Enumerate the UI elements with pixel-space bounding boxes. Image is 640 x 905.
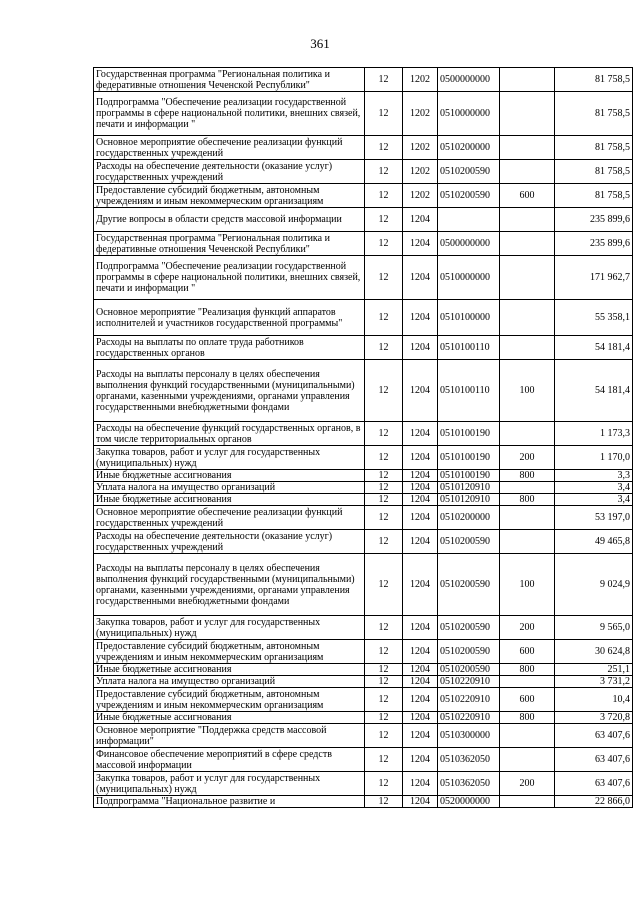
expense-type-cell xyxy=(500,530,555,554)
expense-name-cell: Предоставление субсидий бюджетным, автономным учреждениям и иным некоммерческим организациям xyxy=(94,184,365,208)
subsection-code-cell: 1204 xyxy=(403,446,438,470)
amount-cell: 81 758,5 xyxy=(555,92,633,136)
table-row xyxy=(94,470,633,482)
subsection-code-cell: 1202 xyxy=(403,68,438,92)
amount-cell: 81 758,5 xyxy=(555,160,633,184)
table-row xyxy=(94,92,633,136)
expense-type-cell: 100 xyxy=(500,360,555,422)
target-article-cell: 0510100110 xyxy=(438,360,500,422)
budget-table-body xyxy=(94,68,633,808)
expense-type-cell xyxy=(500,482,555,494)
expense-name-cell: Расходы на выплаты персоналу в целях обеспечения выполнения функций государственными (муниципальными) органами, казенными учреждениями, органами управления государственными внебюджетными фондами xyxy=(94,554,365,616)
expense-name-cell: Предоставление субсидий бюджетным, автономным учреждениям и иным некоммерческим организациям xyxy=(94,640,365,664)
section-code-cell: 12 xyxy=(365,256,403,300)
expense-type-cell xyxy=(500,136,555,160)
section-code-cell: 12 xyxy=(365,336,403,360)
subsection-code-cell: 1204 xyxy=(403,688,438,712)
expense-type-cell xyxy=(500,300,555,336)
section-code-cell: 12 xyxy=(365,688,403,712)
amount-cell: 55 358,1 xyxy=(555,300,633,336)
expense-type-cell xyxy=(500,336,555,360)
target-article-cell xyxy=(438,208,500,232)
section-code-cell: 12 xyxy=(365,616,403,640)
subsection-code-cell: 1204 xyxy=(403,724,438,748)
target-article-cell: 0510120910 xyxy=(438,482,500,494)
table-row xyxy=(94,796,633,808)
subsection-code-cell: 1202 xyxy=(403,92,438,136)
expense-name-cell: Государственная программа "Региональная политика и федеративные отношения Чеченской Республики" xyxy=(94,232,365,256)
target-article-cell: 0510200590 xyxy=(438,640,500,664)
table-row xyxy=(94,676,633,688)
expense-name-cell: Предоставление субсидий бюджетным, автономным учреждениям и иным некоммерческим организациям xyxy=(94,688,365,712)
table-row xyxy=(94,184,633,208)
section-code-cell: 12 xyxy=(365,664,403,676)
amount-cell: 63 407,6 xyxy=(555,724,633,748)
expense-type-cell xyxy=(500,748,555,772)
target-article-cell: 0510000000 xyxy=(438,256,500,300)
amount-cell: 3 731,2 xyxy=(555,676,633,688)
subsection-code-cell: 1204 xyxy=(403,748,438,772)
target-article-cell: 0510200590 xyxy=(438,530,500,554)
section-code-cell: 12 xyxy=(365,554,403,616)
expense-type-cell xyxy=(500,256,555,300)
expense-name-cell: Закупка товаров, работ и услуг для государственных (муниципальных) нужд xyxy=(94,446,365,470)
section-code-cell: 12 xyxy=(365,724,403,748)
expense-type-cell xyxy=(500,506,555,530)
target-article-cell: 0510200590 xyxy=(438,554,500,616)
amount-cell: 63 407,6 xyxy=(555,772,633,796)
section-code-cell: 12 xyxy=(365,92,403,136)
section-code-cell: 12 xyxy=(365,748,403,772)
subsection-code-cell: 1204 xyxy=(403,336,438,360)
table-row xyxy=(94,772,633,796)
expense-name-cell: Подпрограмма "Национальное развитие и xyxy=(94,796,365,808)
budget-table xyxy=(93,67,633,808)
expense-type-cell xyxy=(500,92,555,136)
expense-name-cell: Расходы на выплаты персоналу в целях обеспечения выполнения функций государственными (муниципальными) органами, казенными учреждениями, органами управления государственными внебюджетными фондами xyxy=(94,360,365,422)
target-article-cell: 0510362050 xyxy=(438,748,500,772)
expense-type-cell xyxy=(500,422,555,446)
section-code-cell: 12 xyxy=(365,300,403,336)
table-row xyxy=(94,530,633,554)
section-code-cell: 12 xyxy=(365,446,403,470)
expense-name-cell: Основное мероприятие обеспечение реализации функций государственных учреждений xyxy=(94,136,365,160)
expense-name-cell: Иные бюджетные ассигнования xyxy=(94,470,365,482)
expense-name-cell: Другие вопросы в области средств массовой информации xyxy=(94,208,365,232)
table-row xyxy=(94,336,633,360)
section-code-cell: 12 xyxy=(365,796,403,808)
amount-cell: 22 866,0 xyxy=(555,796,633,808)
table-row xyxy=(94,688,633,712)
table-row xyxy=(94,748,633,772)
table-row xyxy=(94,724,633,748)
expense-name-cell: Финансовое обеспечение мероприятий в сфере средств массовой информации xyxy=(94,748,365,772)
section-code-cell: 12 xyxy=(365,470,403,482)
subsection-code-cell: 1204 xyxy=(403,712,438,724)
expense-name-cell: Закупка товаров, работ и услуг для государственных (муниципальных) нужд xyxy=(94,616,365,640)
table-row xyxy=(94,68,633,92)
target-article-cell: 0510300000 xyxy=(438,724,500,748)
expense-type-cell xyxy=(500,676,555,688)
amount-cell: 235 899,6 xyxy=(555,232,633,256)
subsection-code-cell: 1204 xyxy=(403,616,438,640)
table-row xyxy=(94,446,633,470)
amount-cell: 3,4 xyxy=(555,482,633,494)
subsection-code-cell: 1204 xyxy=(403,530,438,554)
table-row xyxy=(94,232,633,256)
amount-cell: 251,1 xyxy=(555,664,633,676)
subsection-code-cell: 1204 xyxy=(403,300,438,336)
table-row xyxy=(94,482,633,494)
expense-type-cell: 100 xyxy=(500,554,555,616)
section-code-cell: 12 xyxy=(365,136,403,160)
table-row xyxy=(94,136,633,160)
amount-cell: 54 181,4 xyxy=(555,360,633,422)
target-article-cell: 0510200000 xyxy=(438,136,500,160)
amount-cell: 235 899,6 xyxy=(555,208,633,232)
target-article-cell: 0510200000 xyxy=(438,506,500,530)
expense-name-cell: Основное мероприятие обеспечение реализации функций государственных учреждений xyxy=(94,506,365,530)
expense-name-cell: Основное мероприятие "Реализация функций аппаратов исполнителей и участников государственной программы" xyxy=(94,300,365,336)
expense-type-cell: 200 xyxy=(500,772,555,796)
target-article-cell: 0510200590 xyxy=(438,616,500,640)
expense-type-cell xyxy=(500,724,555,748)
section-code-cell: 12 xyxy=(365,530,403,554)
table-row xyxy=(94,506,633,530)
expense-type-cell: 800 xyxy=(500,494,555,506)
subsection-code-cell: 1204 xyxy=(403,256,438,300)
section-code-cell: 12 xyxy=(365,712,403,724)
expense-name-cell: Подпрограмма "Обеспечение реализации государственной программы в сфере национальной политики, внешних связей, печати и информации " xyxy=(94,256,365,300)
target-article-cell: 0510220910 xyxy=(438,676,500,688)
expense-name-cell: Иные бюджетные ассигнования xyxy=(94,494,365,506)
expense-name-cell: Закупка товаров, работ и услуг для государственных (муниципальных) нужд xyxy=(94,772,365,796)
amount-cell: 3,4 xyxy=(555,494,633,506)
amount-cell: 81 758,5 xyxy=(555,68,633,92)
target-article-cell: 0510362050 xyxy=(438,772,500,796)
expense-name-cell: Иные бюджетные ассигнования xyxy=(94,712,365,724)
amount-cell: 81 758,5 xyxy=(555,184,633,208)
subsection-code-cell: 1204 xyxy=(403,640,438,664)
amount-cell: 1 170,0 xyxy=(555,446,633,470)
amount-cell: 30 624,8 xyxy=(555,640,633,664)
section-code-cell: 12 xyxy=(365,482,403,494)
subsection-code-cell: 1202 xyxy=(403,184,438,208)
expense-name-cell: Государственная программа "Региональная политика и федеративные отношения Чеченской Республики" xyxy=(94,68,365,92)
expense-type-cell xyxy=(500,796,555,808)
expense-type-cell: 200 xyxy=(500,616,555,640)
table-row xyxy=(94,360,633,422)
target-article-cell: 0510120910 xyxy=(438,494,500,506)
expense-name-cell: Основное мероприятие "Поддержка средств массовой информации" xyxy=(94,724,365,748)
expense-type-cell xyxy=(500,160,555,184)
target-article-cell: 0510220910 xyxy=(438,688,500,712)
table-row xyxy=(94,208,633,232)
target-article-cell: 0500000000 xyxy=(438,232,500,256)
amount-cell: 171 962,7 xyxy=(555,256,633,300)
section-code-cell: 12 xyxy=(365,772,403,796)
target-article-cell: 0510200590 xyxy=(438,664,500,676)
subsection-code-cell: 1204 xyxy=(403,554,438,616)
amount-cell: 81 758,5 xyxy=(555,136,633,160)
expense-name-cell: Уплата налога на имущество организаций xyxy=(94,676,365,688)
expense-name-cell: Уплата налога на имущество организаций xyxy=(94,482,365,494)
expense-name-cell: Расходы на обеспечение функций государственных органов, в том числе территориальных органов xyxy=(94,422,365,446)
section-code-cell: 12 xyxy=(365,640,403,664)
target-article-cell: 0510100110 xyxy=(438,336,500,360)
amount-cell: 63 407,6 xyxy=(555,748,633,772)
table-row xyxy=(94,616,633,640)
table-row xyxy=(94,640,633,664)
target-article-cell: 0510100000 xyxy=(438,300,500,336)
table-row xyxy=(94,422,633,446)
target-article-cell: 0510200590 xyxy=(438,160,500,184)
target-article-cell: 0510100190 xyxy=(438,422,500,446)
expense-name-cell: Расходы на выплаты по оплате труда работников государственных органов xyxy=(94,336,365,360)
subsection-code-cell: 1204 xyxy=(403,470,438,482)
table-row xyxy=(94,300,633,336)
table-row xyxy=(94,664,633,676)
subsection-code-cell: 1202 xyxy=(403,160,438,184)
subsection-code-cell: 1204 xyxy=(403,494,438,506)
table-row xyxy=(94,160,633,184)
amount-cell: 3 720,8 xyxy=(555,712,633,724)
section-code-cell: 12 xyxy=(365,160,403,184)
subsection-code-cell: 1204 xyxy=(403,506,438,530)
expense-type-cell: 800 xyxy=(500,712,555,724)
section-code-cell: 12 xyxy=(365,506,403,530)
target-article-cell: 0520000000 xyxy=(438,796,500,808)
target-article-cell: 0510200590 xyxy=(438,184,500,208)
subsection-code-cell: 1204 xyxy=(403,360,438,422)
expense-type-cell: 600 xyxy=(500,640,555,664)
amount-cell: 49 465,8 xyxy=(555,530,633,554)
amount-cell: 1 173,3 xyxy=(555,422,633,446)
expense-type-cell xyxy=(500,68,555,92)
expense-name-cell: Расходы на обеспечение деятельности (оказание услуг) государственных учреждений xyxy=(94,530,365,554)
expense-type-cell: 800 xyxy=(500,470,555,482)
section-code-cell: 12 xyxy=(365,676,403,688)
subsection-code-cell: 1204 xyxy=(403,796,438,808)
expense-type-cell xyxy=(500,232,555,256)
table-row xyxy=(94,712,633,724)
amount-cell: 53 197,0 xyxy=(555,506,633,530)
subsection-code-cell: 1204 xyxy=(403,232,438,256)
expense-type-cell xyxy=(500,208,555,232)
section-code-cell: 12 xyxy=(365,68,403,92)
expense-type-cell: 800 xyxy=(500,664,555,676)
section-code-cell: 12 xyxy=(365,184,403,208)
target-article-cell: 0500000000 xyxy=(438,68,500,92)
amount-cell: 9 024,9 xyxy=(555,554,633,616)
subsection-code-cell: 1204 xyxy=(403,208,438,232)
table-row xyxy=(94,554,633,616)
expense-name-cell: Иные бюджетные ассигнования xyxy=(94,664,365,676)
target-article-cell: 0510100190 xyxy=(438,470,500,482)
subsection-code-cell: 1204 xyxy=(403,772,438,796)
expense-name-cell: Подпрограмма "Обеспечение реализации государственной программы в сфере национальной политики, внешних связей, печати и информации " xyxy=(94,92,365,136)
subsection-code-cell: 1204 xyxy=(403,482,438,494)
section-code-cell: 12 xyxy=(365,422,403,446)
amount-cell: 9 565,0 xyxy=(555,616,633,640)
subsection-code-cell: 1202 xyxy=(403,136,438,160)
expense-type-cell: 600 xyxy=(500,688,555,712)
amount-cell: 54 181,4 xyxy=(555,336,633,360)
expense-name-cell: Расходы на обеспечение деятельности (оказание услуг) государственных учреждений xyxy=(94,160,365,184)
target-article-cell: 0510220910 xyxy=(438,712,500,724)
target-article-cell: 0510100190 xyxy=(438,446,500,470)
amount-cell: 3,3 xyxy=(555,470,633,482)
table-row xyxy=(94,494,633,506)
subsection-code-cell: 1204 xyxy=(403,676,438,688)
amount-cell: 10,4 xyxy=(555,688,633,712)
subsection-code-cell: 1204 xyxy=(403,664,438,676)
table-row xyxy=(94,256,633,300)
page-number: 361 xyxy=(310,36,330,51)
section-code-cell: 12 xyxy=(365,494,403,506)
section-code-cell: 12 xyxy=(365,360,403,422)
expense-type-cell: 200 xyxy=(500,446,555,470)
section-code-cell: 12 xyxy=(365,232,403,256)
target-article-cell: 0510000000 xyxy=(438,92,500,136)
expense-type-cell: 600 xyxy=(500,184,555,208)
section-code-cell: 12 xyxy=(365,208,403,232)
subsection-code-cell: 1204 xyxy=(403,422,438,446)
